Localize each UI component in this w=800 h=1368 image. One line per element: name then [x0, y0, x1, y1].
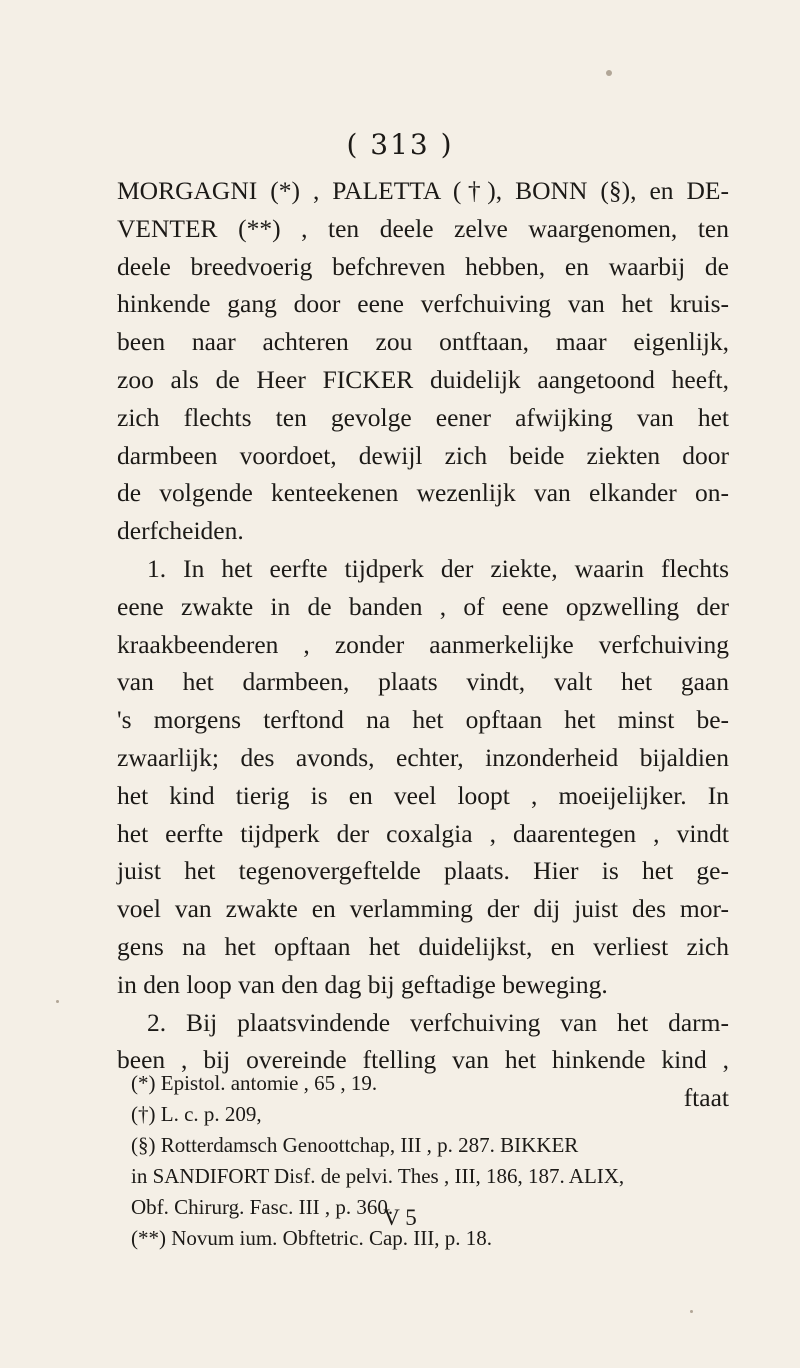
- footnote: Obf. Chirurg. Fasc. III , p. 360.: [131, 1195, 394, 1219]
- text-line: kraakbeenderen , zonder aanmerkelijke verfchuiving: [117, 629, 729, 659]
- signature-mark: V 5: [383, 1205, 417, 1230]
- text-line: been naar achteren zou ontftaan, maar eigenlijk,: [117, 327, 729, 357]
- text-line: 2. Bij plaatsvindende verfchuiving van het darm-: [147, 1007, 729, 1037]
- text-line: darmbeen voordoet, dewijl zich beide ziekten door: [117, 440, 729, 470]
- paper-speck: [56, 1000, 59, 1003]
- text-line: eene zwakte in de banden , of eene opzwelling der: [117, 591, 729, 621]
- main-text: [117, 172, 729, 1117]
- catchword: ftaat: [683, 1083, 729, 1113]
- text-line: zich flechts ten gevolge eener afwijking van het: [117, 402, 729, 432]
- text-line: zwaarlijk; des avonds, echter, inzonderheid bijaldien: [117, 742, 729, 772]
- text-line: derfcheiden.: [117, 516, 244, 546]
- text-line: MORGAGNI (*) , PALETTA (†), BONN (§), en DE-: [117, 176, 729, 205]
- text-line: het eerfte tijdperk der coxalgia , daarentegen , vindt: [117, 818, 729, 848]
- page-number: ( 313 ): [346, 128, 454, 161]
- footnote: (†) L. c. p. 209,: [131, 1102, 262, 1126]
- text-line: de volgende kenteekenen wezenlijk van elkander on-: [117, 478, 729, 508]
- text-line: deele breedvoerig befchreven hebben, en waarbij de: [117, 251, 729, 281]
- paper-speck: [606, 70, 612, 76]
- paper-speck: [690, 1310, 693, 1313]
- text-line: been , bij overeinde ftelling van het hinkende kind ,: [117, 1045, 729, 1075]
- footnote: (§) Rotterdamsch Genoottchap, III , p. 287. BIKKER: [131, 1133, 579, 1157]
- text-line: gens na het opftaan het duidelijkst, en verliest zich: [117, 931, 729, 961]
- text-line: voel van zwakte en verlamming der dij juist des mor-: [117, 894, 729, 924]
- text-line: 1. In het eerfte tijdperk der ziekte, waarin flechts: [147, 553, 729, 583]
- text-line: van het darmbeen, plaats vindt, valt het gaan: [117, 667, 729, 697]
- text-line: hinkende gang door eene verfchuiving van het kruis-: [117, 289, 729, 319]
- text-line: VENTER (**) , ten deele zelve waargenomen, ten: [117, 213, 729, 243]
- text-line: het kind tierig is en veel loopt , moeijelijker. In: [117, 780, 729, 810]
- text-line: juist het tegenovergeftelde plaats. Hier is het ge-: [117, 856, 729, 886]
- footnote: (*) Epistol. antomie , 65 , 19.: [131, 1071, 378, 1095]
- text-line: zoo als de Heer FICKER duidelijk aangetoond heeft,: [117, 364, 729, 394]
- footnote: (**) Novum ium. Obftetric. Cap. III, p. 18.: [131, 1226, 493, 1250]
- text-line: 's morgens terftond na het opftaan het minst be-: [117, 705, 729, 735]
- text-line: in den loop van den dag bij geftadige beweging.: [117, 969, 608, 999]
- footnote: in SANDIFORT Disf. de pelvi. Thes , III, 186, 187. ALIX,: [131, 1164, 625, 1188]
